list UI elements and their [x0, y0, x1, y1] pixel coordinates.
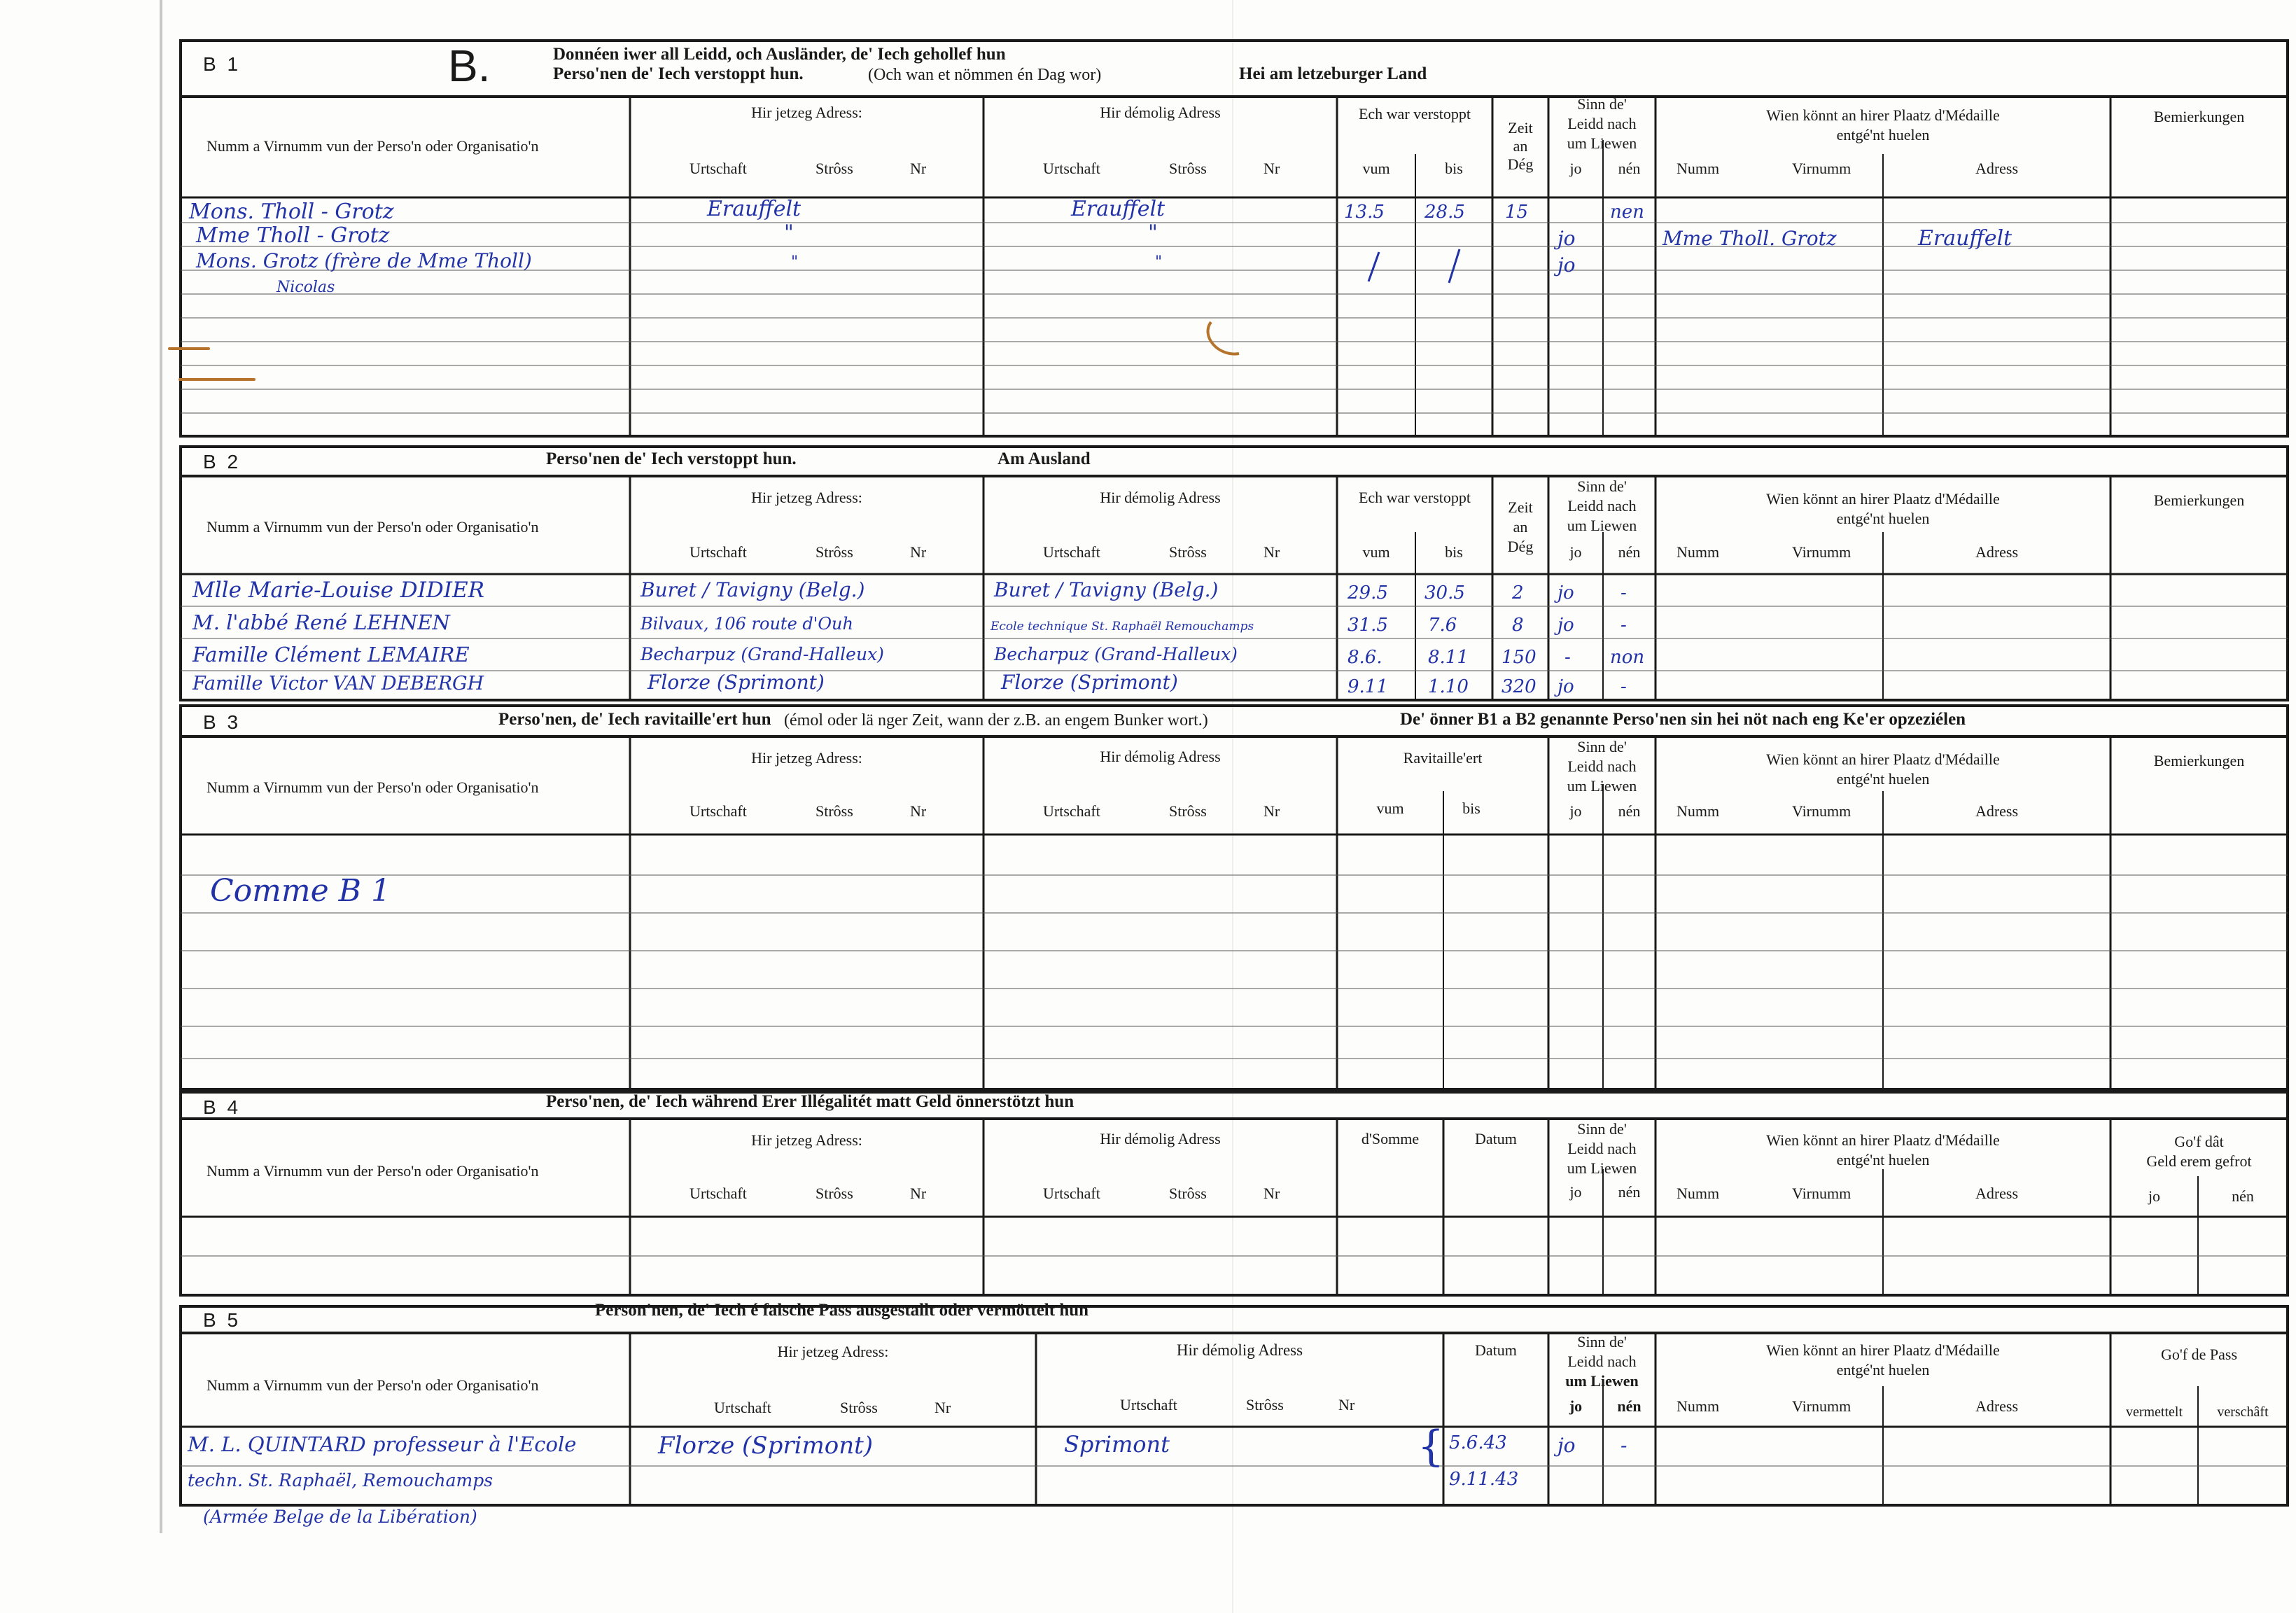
- b2-row3-nen: non: [1610, 647, 1645, 668]
- b1-jo: jo: [1569, 160, 1582, 177]
- b1-row1-nen: nen: [1610, 202, 1644, 223]
- b4-code: B 4: [203, 1096, 241, 1118]
- b5-name-col: Numm a Virnumm vun der Perso'n oder Organisatio'n: [206, 1376, 539, 1394]
- b5-urtschaft-2: Urtschaft: [1120, 1396, 1177, 1413]
- b2-urtschaft: Urtschaft: [690, 543, 747, 561]
- b5-date-2: 9.11.43: [1449, 1469, 1519, 1490]
- b2-adress: Adress: [1975, 543, 2019, 561]
- b2-row1-days: 2: [1512, 582, 1524, 603]
- b5-adress: Adress: [1975, 1397, 2019, 1415]
- b5-urtschaft: Urtschaft: [714, 1399, 771, 1416]
- b5-sinn-3: um Liewen: [1565, 1372, 1639, 1390]
- b4-hir-jetzeg: Hir jetzeg Adress:: [751, 1131, 862, 1149]
- b1-virnumm: Virnumm: [1792, 160, 1851, 177]
- b1-adress: Adress: [1975, 160, 2019, 177]
- b2-urtschaft-2: Urtschaft: [1043, 543, 1100, 561]
- b2-row1-nen: -: [1620, 582, 1627, 603]
- b2-row4-old: Florze (Sprimont): [1001, 671, 1178, 694]
- b1-zeit-2: an: [1513, 137, 1528, 155]
- b5-vermettelt: vermettelt: [2125, 1404, 2183, 1420]
- b4-virnumm: Virnumm: [1792, 1185, 1851, 1202]
- b5-stross-2: Strôss: [1246, 1396, 1284, 1413]
- b5-gof: Go'f de Pass: [2160, 1346, 2238, 1363]
- b1-name-col: Numm a Virnumm vun der Perso'n oder Organisatio'n: [206, 137, 539, 155]
- b3-code: B 3: [203, 711, 241, 733]
- b5-nen-value: -: [1620, 1434, 1628, 1457]
- b5-nen: nén: [1617, 1397, 1642, 1415]
- b1-title-land: Hei am letzeburger Land: [1239, 64, 1427, 83]
- b1-row3-old: ": [1155, 253, 1163, 271]
- b2-stross-2: Strôss: [1169, 543, 1207, 561]
- b2-zeit-3: Dég: [1507, 538, 1534, 555]
- b2-row2-days: 8: [1512, 615, 1524, 636]
- b3-entgent: entgé'nt huelen: [1836, 770, 1930, 788]
- b1-sinn-2: Leidd nach: [1567, 115, 1637, 132]
- b2-row4-name: Famille Victor VAN DEBERGH: [192, 673, 484, 694]
- b2-hir-demolig: Hir démolig Adress: [1100, 489, 1221, 506]
- b4-jo: jo: [1569, 1183, 1582, 1201]
- b1-nen: nén: [1618, 160, 1641, 177]
- b1-title-note: (Och wan et nömmen én Dag wor): [868, 66, 1102, 84]
- b5-addr: Florze (Sprimont): [658, 1432, 874, 1460]
- b3-adress: Adress: [1975, 802, 2019, 820]
- b1-row3-name: Mons. Grotz (frère de Mme Tholl): [196, 249, 532, 272]
- b2-nen: nén: [1618, 543, 1641, 561]
- b2-zeit-2: an: [1513, 518, 1528, 536]
- b2-row3-bis: 8.11: [1428, 647, 1469, 668]
- b1-sinn-1: Sinn de': [1577, 95, 1627, 113]
- b1-hir-jetzeg: Hir jetzeg Adress:: [751, 104, 862, 121]
- b2-row3-name: Famille Clément LEMAIRE: [192, 643, 470, 666]
- b5-jo-value: jo: [1558, 1434, 1576, 1457]
- b5-stross: Strôss: [840, 1399, 878, 1416]
- b2-row1-vum: 29.5: [1348, 582, 1388, 603]
- b1-section-letter: B.: [448, 41, 491, 91]
- b2-row3-addr: Becharpuz (Grand-Halleux): [640, 644, 884, 664]
- b2-row2-nen: -: [1620, 615, 1627, 636]
- b5-nr-2: Nr: [1338, 1396, 1355, 1413]
- b5-sinn-2: Leidd nach: [1567, 1353, 1637, 1370]
- b1-row1-bis: 28.5: [1424, 202, 1465, 223]
- b3-nen: nén: [1618, 802, 1641, 820]
- b1-row1-vum: 13.5: [1344, 202, 1385, 223]
- b2-title-ausland: Am Ausland: [997, 449, 1091, 468]
- b4-stross: Strôss: [816, 1185, 853, 1202]
- b1-row2-medal-addr: Erauffelt: [1918, 226, 2012, 251]
- b2-row2-name: M. l'abbé René LEHNEN: [192, 610, 450, 634]
- b5-verschaft: verschâft: [2217, 1404, 2269, 1420]
- b4-sinn-2: Leidd nach: [1567, 1140, 1637, 1157]
- b1-numm: Numm: [1676, 160, 1720, 177]
- b4-sinn-3: um Liewen: [1567, 1159, 1637, 1177]
- b3-stross-2: Strôss: [1169, 802, 1207, 820]
- b4-nr-2: Nr: [1264, 1185, 1280, 1202]
- b3-urtschaft-2: Urtschaft: [1043, 802, 1100, 820]
- b3-urtschaft: Urtschaft: [690, 802, 747, 820]
- b4-title: Perso'nen, de' Iech während Erer Illégalitét matt Geld önnerstötzt hun: [546, 1092, 1074, 1111]
- b3-virnumm: Virnumm: [1792, 802, 1851, 820]
- b5-row3-name: (Armée Belge de la Libération): [203, 1507, 477, 1527]
- b2-row4-addr: Florze (Sprimont): [648, 671, 825, 694]
- b5-nr: Nr: [934, 1399, 951, 1416]
- b5-virnumm: Virnumm: [1792, 1397, 1851, 1415]
- b2-row2-bis: 7.6: [1428, 615, 1457, 636]
- b1-row1-name: Mons. Tholl - Grotz: [189, 200, 394, 224]
- b5-jo: jo: [1569, 1397, 1583, 1415]
- b4-numm: Numm: [1676, 1185, 1720, 1202]
- b3-sinn-3: um Liewen: [1567, 777, 1637, 795]
- b1-ech-war: Ech war verstoppt: [1358, 105, 1471, 123]
- b2-wien: Wien könnt an hirer Plaatz d'Médaille: [1766, 490, 2000, 508]
- b1-stross: Strôss: [816, 160, 853, 177]
- b4-stross-2: Strôss: [1169, 1185, 1207, 1202]
- b2-row2-old: Ecole technique St. Raphaël Remouchamps: [990, 620, 1254, 634]
- b4-urtschaft-2: Urtschaft: [1043, 1185, 1100, 1202]
- b2-row4-bis: 1.10: [1428, 676, 1469, 697]
- b1-title-line2: Perso'nen de' Iech verstoppt hun.: [553, 64, 804, 83]
- b5-row2-name: techn. St. Raphaël, Remouchamps: [188, 1470, 493, 1490]
- b1-bemierkungen: Bemierkungen: [2153, 108, 2245, 125]
- b1-row2-medal-name: Mme Tholl. Grotz: [1662, 227, 1837, 250]
- b4-sinn-1: Sinn de': [1577, 1120, 1627, 1138]
- b2-stross: Strôss: [816, 543, 853, 561]
- b2-name-col: Numm a Virnumm vun der Perso'n oder Organisatio'n: [206, 518, 539, 536]
- b4-adress: Adress: [1975, 1185, 2019, 1202]
- b1-code: B 1: [203, 53, 241, 75]
- b1-row3-jo: jo: [1558, 253, 1576, 277]
- b3-hir-demolig: Hir démolig Adress: [1100, 748, 1221, 765]
- b4-gof-2: Geld erem gefrot: [2146, 1152, 2252, 1170]
- b4-nen: nén: [1618, 1183, 1641, 1201]
- rust-mark: [168, 347, 210, 350]
- b2-row2-vum: 31.5: [1348, 615, 1388, 636]
- b1-vum: vum: [1362, 160, 1390, 177]
- b4-somme: d'Somme: [1361, 1130, 1420, 1147]
- b2-entgent: entgé'nt huelen: [1836, 510, 1930, 527]
- b3-title-note: (émol oder lä nger Zeit, wann der z.B. an engem Bunker wort.): [784, 711, 1208, 729]
- b1-row2-name: Mme Tholl - Grotz: [196, 223, 390, 248]
- b1-nr: Nr: [910, 160, 927, 177]
- b5-entgent: entgé'nt huelen: [1836, 1361, 1930, 1378]
- b2-row4-nen: -: [1620, 676, 1627, 697]
- b3-nr-2: Nr: [1264, 802, 1280, 820]
- b2-row4-jo: jo: [1558, 676, 1574, 697]
- b3-handwritten-comme-b1: Comme B 1: [210, 873, 391, 909]
- b1-urtschaft-2: Urtschaft: [1043, 160, 1100, 177]
- b2-bemierkungen: Bemierkungen: [2153, 491, 2245, 509]
- b2-row3-old: Becharpuz (Grand-Halleux): [994, 644, 1238, 664]
- b2-bis: bis: [1445, 543, 1463, 561]
- b1-row1-old: Erauffelt: [1071, 197, 1166, 221]
- b2-virnumm: Virnumm: [1792, 543, 1851, 561]
- b1-row3-addr: ": [791, 253, 799, 271]
- b2-sinn-1: Sinn de': [1577, 477, 1627, 495]
- b5-wien: Wien könnt an hirer Plaatz d'Médaille: [1766, 1341, 2000, 1359]
- b5-sinn-1: Sinn de': [1577, 1333, 1627, 1350]
- b5-title: Person'nen, de' Iech é falsche Pass ausgestallt oder vermöttelt hun: [595, 1301, 1089, 1320]
- b4-wien: Wien könnt an hirer Plaatz d'Médaille: [1766, 1131, 2000, 1149]
- b1-wien: Wien könnt an hirer Plaatz d'Médaille: [1766, 106, 2000, 124]
- b3-wien: Wien könnt an hirer Plaatz d'Médaille: [1766, 750, 2000, 768]
- b4-gof: Go'f dât: [2174, 1133, 2224, 1150]
- b2-zeit-1: Zeit: [1508, 498, 1533, 516]
- b1-row2-jo: jo: [1558, 227, 1576, 250]
- b3-sinn-1: Sinn de': [1577, 738, 1627, 755]
- b2-row1-name: Mlle Marie-Louise DIDIER: [192, 578, 484, 603]
- b2-row1-jo: jo: [1558, 582, 1574, 603]
- b1-urtschaft: Urtschaft: [690, 160, 747, 177]
- b5-hir-jetzeg: Hir jetzeg Adress:: [777, 1343, 889, 1360]
- b2-sinn-2: Leidd nach: [1567, 497, 1637, 515]
- b1-zeit-3: Dég: [1507, 155, 1534, 173]
- b1-row1-addr: Erauffelt: [707, 197, 802, 221]
- b2-sinn-3: um Liewen: [1567, 517, 1637, 534]
- b3-title-note2: De' önner B1 a B2 genannte Perso'nen sin hei nöt nach eng Ke'er opzeziélen: [1400, 710, 1966, 729]
- b4-gof-jo: jo: [2148, 1187, 2161, 1205]
- b2-row4-vum: 9.11: [1348, 676, 1388, 697]
- b2-vum: vum: [1362, 543, 1390, 561]
- b2-code: B 2: [203, 451, 241, 473]
- b3-numm: Numm: [1676, 802, 1720, 820]
- b4-hir-demolig: Hir démolig Adress: [1100, 1130, 1221, 1147]
- b1-row1-days: 15: [1505, 202, 1529, 223]
- b4-name-col: Numm a Virnumm vun der Perso'n oder Organisatio'n: [206, 1162, 539, 1180]
- b1-row2-addr: ": [784, 221, 794, 245]
- b2-nr: Nr: [910, 543, 927, 561]
- b4-entgent: entgé'nt huelen: [1836, 1151, 1930, 1168]
- b2-row1-addr: Buret / Tavigny (Belg.): [640, 578, 865, 601]
- b2-row3-jo: -: [1564, 647, 1571, 668]
- b5-hir-demolig: Hir démolig Adress: [1176, 1341, 1303, 1359]
- b5-date-brace: {: [1418, 1422, 1445, 1471]
- b4-urtschaft: Urtschaft: [690, 1185, 747, 1202]
- b2-row2-jo: jo: [1558, 615, 1574, 636]
- b1-hir-demolig: Hir démolig Adress: [1100, 104, 1221, 121]
- b1-bis: bis: [1445, 160, 1463, 177]
- b2-jo: jo: [1569, 543, 1582, 561]
- b4-nr: Nr: [910, 1185, 927, 1202]
- b1-nr-2: Nr: [1264, 160, 1280, 177]
- b3-ravitailleert: Ravitaille'ert: [1403, 749, 1483, 767]
- b3-name-col: Numm a Virnumm vun der Perso'n oder Organisatio'n: [206, 778, 539, 796]
- b3-jo: jo: [1569, 802, 1582, 820]
- b5-date-1: 5.6.43: [1449, 1432, 1507, 1453]
- b3-stross: Strôss: [816, 802, 853, 820]
- b2-nr-2: Nr: [1264, 543, 1280, 561]
- b2-hir-jetzeg: Hir jetzeg Adress:: [751, 489, 862, 506]
- b4-gof-nen: nén: [2232, 1187, 2254, 1205]
- b5-datum: Datum: [1475, 1341, 1517, 1359]
- b2-row3-days: 150: [1502, 647, 1536, 668]
- b1-row2-old: ": [1148, 221, 1158, 245]
- b3-title: Perso'nen, de' Iech ravitaille'ert hun: [498, 710, 771, 729]
- b2-row1-old: Buret / Tavigny (Belg.): [994, 578, 1219, 601]
- rust-mark-2: [178, 378, 255, 381]
- b2-ech-war: Ech war verstoppt: [1358, 489, 1471, 506]
- b1-zeit-1: Zeit: [1508, 119, 1533, 137]
- b3-bis: bis: [1462, 799, 1480, 817]
- b2-row3-vum: 8.6.: [1348, 647, 1382, 668]
- b3-vum: vum: [1376, 799, 1404, 817]
- b1-sinn-3: um Liewen: [1567, 134, 1637, 152]
- b1-stross-2: Strôss: [1169, 160, 1207, 177]
- b2-row1-bis: 30.5: [1424, 582, 1465, 603]
- b1-entgent: entgé'nt huelen: [1836, 126, 1930, 144]
- b3-hir-jetzeg: Hir jetzeg Adress:: [751, 749, 862, 767]
- b1-row4-name: Nicolas: [276, 279, 335, 296]
- b2-row2-addr: Bilvaux, 106 route d'Ouh: [640, 614, 853, 634]
- b3-sinn-2: Leidd nach: [1567, 757, 1637, 775]
- b2-title: Perso'nen de' Iech verstoppt hun.: [546, 449, 797, 468]
- b2-numm: Numm: [1676, 543, 1720, 561]
- b5-row1-name: M. L. QUINTARD professeur à l'Ecole: [188, 1432, 577, 1456]
- b2-row4-days: 320: [1502, 676, 1536, 697]
- b4-datum: Datum: [1475, 1130, 1517, 1147]
- b5-old-addr: Sprimont: [1064, 1431, 1170, 1458]
- b3-nr: Nr: [910, 802, 927, 820]
- b5-numm: Numm: [1676, 1397, 1720, 1415]
- b1-title-line1: Donnéen iwer all Leidd, och Ausländer, de' Iech gehollef hun: [553, 45, 1006, 64]
- b5-code: B 5: [203, 1309, 241, 1331]
- b3-bemierkungen: Bemierkungen: [2153, 752, 2245, 769]
